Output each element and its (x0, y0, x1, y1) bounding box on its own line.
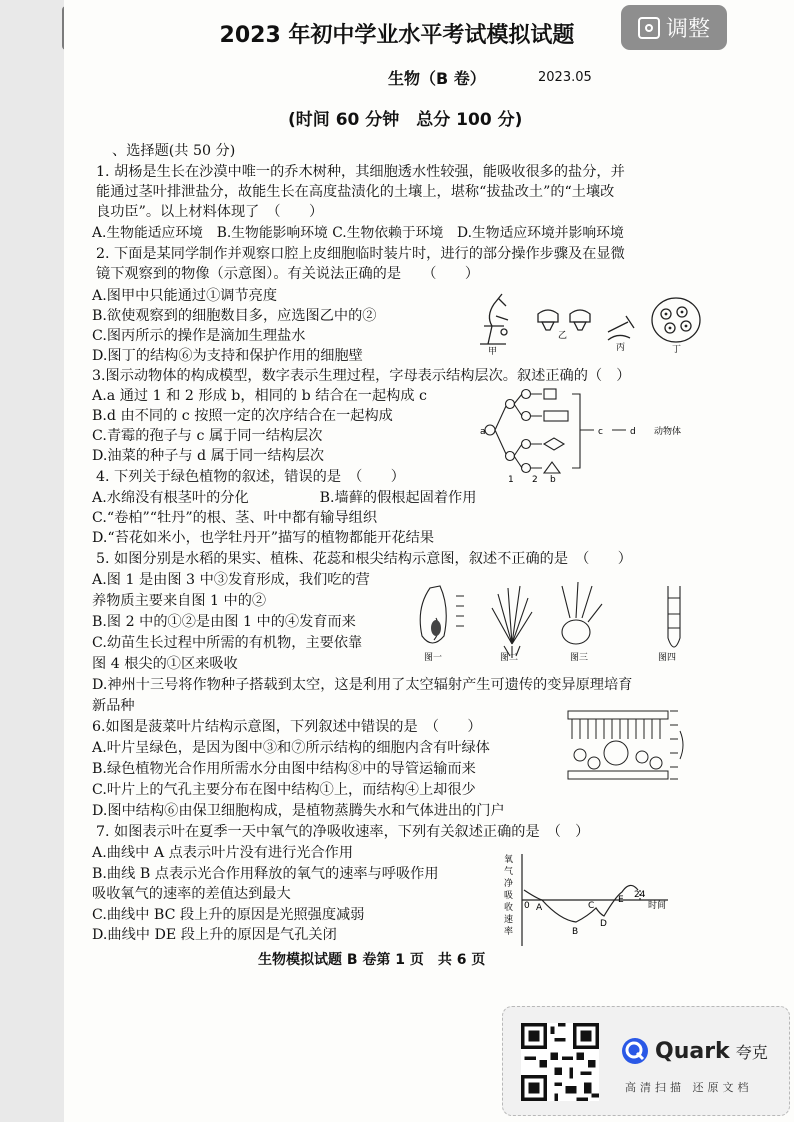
option-line: A.生物能适应环境 B.生物能影响环境 C.生物依赖于环境 D.生物适应环境并影响环境 (92, 225, 624, 241)
q3-label-animal: 动物体 (654, 427, 682, 437)
q6-figure (566, 705, 696, 797)
question-line: 3.图示动物体的构成模型，数字表示生理过程，字母表示结构层次。叙述正确的（ ） (92, 368, 631, 384)
option-line: B.欲使观察到的细胞数目多，应选图乙中的② (92, 308, 377, 324)
question-line: 6.如图是菠菜叶片结构示意图，下列叙述中错误的是 （ ） (92, 719, 482, 735)
q3-label-2: 2 (532, 475, 538, 484)
adjust-label: 调整 (665, 17, 710, 42)
quark-tagline: 高清扫描 还原文档 (625, 1081, 753, 1094)
q3-label-a: a (480, 427, 486, 437)
q5-figure (412, 578, 702, 662)
q7-label-B: B (572, 927, 579, 937)
question-line: 镜下观察到的物像（示意图）。有关说法正确的是 （ ） (96, 266, 480, 282)
question-line: 7. 如图表示叶在夏季一天中氧气的净吸收速率，下列有关叙述正确的是 （ ） (96, 824, 590, 840)
q7-label-24: 24 (634, 890, 646, 900)
q5-label-4: 图四 (658, 653, 677, 662)
option-line: B.图 2 中的①②是由图 1 中的④发育而来 (92, 614, 356, 630)
q7-ylabel-3: 净 (504, 879, 514, 889)
q7-ylabel-7: 率 (504, 927, 514, 937)
q3-label-d: d (630, 427, 636, 437)
question-line: 良功臣”。以上材料体现了 （ ） (96, 204, 324, 220)
subject-label: 生物（B 卷） (388, 69, 486, 88)
option-line: B.曲线 B 点表示光合作用释放的氧气的速率与呼吸作用 (92, 866, 439, 882)
q7-ylabel-5: 收 (504, 903, 514, 913)
question-line: 5. 如图分别是水稻的果实、植株、花蕊和根尖结构示意图，叙述不正确的是 （ ） (96, 551, 632, 567)
q7-ylabel-6: 速 (504, 915, 514, 925)
option-line: D.油菜的种子与 d 属于同一结构层次 (92, 448, 325, 464)
option-line: A.叶片呈绿色，是因为图中③和⑦所示结构的细胞内含有叶绿体 (92, 740, 490, 756)
exam-date: 2023.05 (538, 70, 592, 85)
quark-watermark-card[interactable] (502, 1006, 790, 1116)
option-line: 吸收氧气的速率的差值达到最大 (92, 886, 291, 902)
option-line: C.叶片上的气孔主要分布在图中结构①上，而结构④上却很少 (92, 782, 476, 798)
option-line: C.图丙所示的操作是滴加生理盐水 (92, 328, 306, 344)
quark-brand-name: Quark (655, 1038, 730, 1064)
qr-code-icon (521, 1023, 599, 1101)
option-line: D.“苔花如米小，也学牡丹开”描写的植物都能开花结果 (92, 530, 435, 546)
option-line: 图 4 根尖的①区来吸收 (92, 656, 238, 672)
q5-label-3: 图三 (570, 653, 589, 662)
page-title: 2023 年初中学业水平考试模拟试题 (219, 23, 575, 48)
q2-label-yi: 乙 (558, 331, 568, 341)
option-line: 养物质主要来自图 1 中的② (92, 593, 267, 609)
question-line: 2. 下面是某同学制作并观察口腔上皮细胞临时装片时，进行的部分操作步骤及在显微 (96, 246, 625, 262)
q5-label-2: 图二 (500, 653, 519, 662)
option-line: A.图 1 是由图 3 中③发育形成，我们吃的营 (92, 572, 370, 588)
option-line: A.水绵没有根茎叶的分化 B.墙藓的假根起固着作用 (92, 490, 477, 506)
q7-ylabel-1: 氧 (504, 855, 514, 865)
q7-label-C: C (588, 901, 595, 911)
option-line: A.曲线中 A 点表示叶片没有进行光合作用 (92, 845, 354, 861)
quark-brand-cn: 夸克 (735, 1042, 768, 1062)
option-line: D.神州十三号将作物种子搭载到太空，这是利用了太空辐射产生可遗传的变异原理培育 (92, 677, 633, 693)
q2-label-ding: 丁 (672, 345, 682, 355)
option-line: C.曲线中 BC 段上升的原因是光照强度减弱 (92, 907, 365, 923)
option-line: C.“卷柏”“牡丹”的根、茎、叶中都有输导组织 (92, 510, 378, 526)
option-line: C.青霉的孢子与 c 属于同一结构层次 (92, 428, 323, 444)
q5-label-1: 图一 (424, 653, 443, 662)
option-line: C.幼苗生长过程中所需的有机物，主要依靠 (92, 635, 363, 651)
q7-xlabel: 时间 (648, 901, 667, 911)
option-line: B.绿色植物光合作用所需水分由图中结构⑧中的导管运输而来 (92, 761, 476, 777)
q3-label-1: 1 (508, 475, 514, 484)
quark-brand (621, 1037, 768, 1065)
question-line: 1. 胡杨是生长在沙漠中唯一的乔木树种，其细胞透水性较强，能吸收很多的盐分，并 (96, 164, 625, 180)
page-footer: 生物模拟试题 B 卷第 1 页 共 6 页 (258, 952, 486, 968)
option-line: A.a 通过 1 和 2 形成 b，相同的 b 结合在一起构成 c (92, 388, 427, 404)
q7-label-D: D (600, 919, 607, 929)
option-line: B.d 由不同的 c 按照一定的次序结合在一起构成 (92, 408, 393, 424)
option-line: A.图甲中只能通过①调节亮度 (92, 288, 278, 304)
time-info: (时间 60 分钟 总分 100 分) (288, 110, 523, 130)
q2-figure (458, 286, 708, 356)
option-line: D.曲线中 DE 段上升的原因是气孔关闭 (92, 927, 337, 943)
quark-logo-icon (621, 1037, 649, 1065)
q7-ylabel-2: 气 (504, 867, 514, 877)
q2-label-jia: 甲 (488, 347, 498, 356)
q2-label-bing: 丙 (616, 343, 626, 353)
question-line: 能通过茎叶排泄盐分，故能生长在高度盐渍化的土壤上，堪称“拔盐改土”的“土壤改 (96, 184, 615, 200)
q7-label-A: A (536, 903, 543, 913)
q7-ylabel-4: 吸 (504, 891, 514, 901)
q7-label-o: 0 (524, 901, 530, 911)
section-heading: 、选择题(共 50 分) (112, 143, 236, 159)
q3-figure (476, 384, 716, 484)
option-line: D.图丁的结构⑥为支持和保护作用的细胞壁 (92, 348, 363, 364)
option-line: 新品种 (92, 698, 135, 714)
question-line: 4. 下列关于绿色植物的叙述，错误的是 （ ） (96, 469, 405, 485)
q3-label-b: b (550, 475, 556, 484)
q7-label-E: E (618, 895, 624, 905)
q3-label-c: c (598, 427, 603, 437)
option-line: D.图中结构⑥由保卫细胞构成，是植物蒸腾失水和气体进出的门户 (92, 803, 505, 819)
q7-figure (500, 850, 680, 950)
